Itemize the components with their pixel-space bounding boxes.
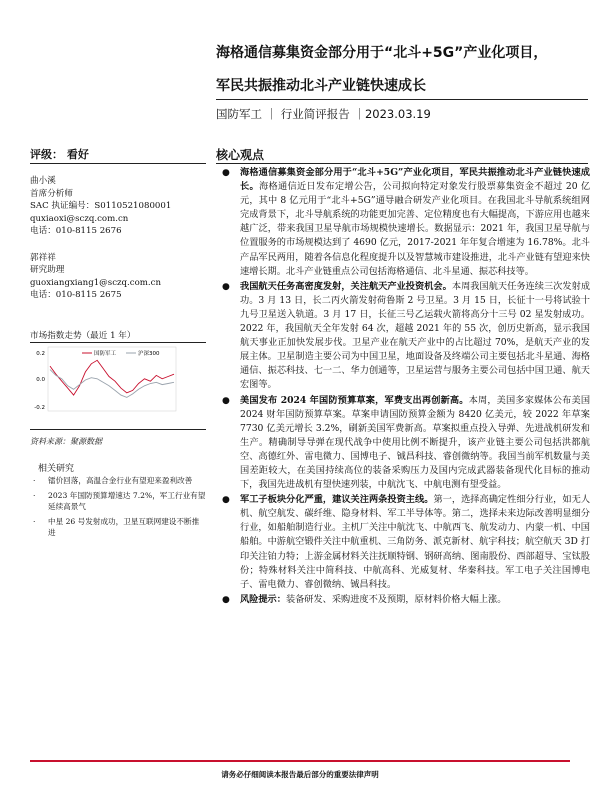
related-item[interactable]: · 2023 年国防预算增速达 7.2%，军工行业有望延续高景气 — [33, 491, 206, 511]
bullet-dot-icon: ● — [222, 281, 230, 292]
market-chart-title: 市场指数走势（最近 1 年） — [30, 331, 136, 341]
core-view-lead: 美国发布 2024 年国防预算草案，军费支出再创新高。 — [240, 394, 469, 406]
related-item[interactable]: · 镭价回落，高温合金行业有望迎来盈利改善 — [33, 476, 193, 485]
core-view-text: 本周我国航天任务连续三次发射成功。3 月 13 日，长二丙火箭发射荷鲁斯 2 号卫星。3 月 15 日，长征十一号将试验十九号卫星送入轨道。3 月 17 日，长征三号乙运载火箭将高分十三号 02 星发射成功。2022 年，我国航天全年发射 64 次，超越 2021 年的 55 次，创历史新高，显示我国航天事业正加快发展步伐。卫星产业在航天产业中的占比超过 70%，是航天产业的发展主体。卫星制造主要公司为中国卫星，地面设备及终端公司主要包括北斗星通、海格通信、振芯科技、七一二、华力创通等，卫星运营与服务主要公司包括中国卫通、航天宏图等。 — [240, 280, 591, 391]
core-view-lead: 海格通信募集资金部分用于“北斗+5G”产业化项目，军民共振推动北斗产业链快速成长。 — [240, 167, 590, 193]
core-view-lead: 风险提示： — [240, 593, 286, 605]
y-tick-label: 0.0 — [36, 377, 45, 383]
analyst-email[interactable]: guoxiangxiang1@sczq.com.cn — [30, 277, 161, 288]
core-view-item — [222, 280, 590, 393]
footer-divider — [30, 760, 570, 762]
analyst-email[interactable]: quxiaoxi@sczq.com.cn — [30, 213, 129, 224]
core-view-item — [222, 394, 590, 493]
core-views-heading: 核心观点 — [216, 148, 265, 162]
core-view-text: 本周，美国多家媒体公布美国 2024 财年国防预算草案。草案申请国防预算金额为 8420 亿美元，较 2022 年草案 7730 亿美元增长 3.2%，刷新美国军费新高。草案拟重点投入导弹、先进战机研发和生产。精确制导导弹在现代战争中使用比例不断提升，该产业链主要公司包括洪都航空、高德红外、雷电微力、国博电子、铖昌科技、睿创微纳等。我国当前军机数量与美国差距较大，在美国持续高位的装备采购压力及国内完成武器装备现代化目标的推动下，我国先进战机有望快速列装，中航沈飞、中航电测有望受益。 — [240, 394, 591, 491]
title-divider — [216, 99, 588, 100]
analyst-name: 曲小溪 — [30, 176, 56, 186]
report-title-line-2: 军民共振推动北斗产业链快速成长 — [216, 78, 426, 94]
bullet-dot-icon: ● — [222, 594, 230, 605]
report-subtitle: 国防军工 ｜ 行业简评报告 ｜2023.03.19 — [216, 107, 431, 121]
core-divider — [216, 163, 588, 164]
analyst-cert: SAC 执证编号：S0110521080001 — [30, 201, 172, 211]
rating-divider — [30, 163, 206, 164]
bullet-dot-icon: ● — [222, 495, 230, 506]
chart-bottom-divider — [30, 429, 206, 430]
core-view-item — [222, 166, 590, 279]
core-views-list — [222, 166, 590, 608]
core-view-lead: 军工子板块分化严重，建议关注两条投资主线。 — [240, 494, 434, 506]
core-view-lead: 我国航天任务高密度发射，关注航天产业投资机会。 — [240, 280, 452, 292]
bullet-dot-icon: · — [33, 517, 36, 526]
bullet-dot-icon: ● — [222, 168, 230, 178]
analyst-card — [30, 252, 210, 302]
bullet-dot-icon: · — [33, 491, 36, 500]
analyst-list — [30, 175, 210, 310]
legend-label: 国防军工 — [94, 351, 117, 357]
related-item[interactable]: · 中星 26 号发射成功，卫星互联网建设不断推进 — [33, 517, 200, 537]
related-research-heading: 相关研究 — [38, 464, 75, 474]
core-view-item — [222, 593, 590, 607]
analyst-title: 研究助理 — [30, 265, 65, 275]
y-tick-label: -0.2 — [34, 405, 45, 411]
y-tick-label: 0.2 — [36, 351, 45, 357]
analyst-title: 首席分析师 — [30, 188, 73, 199]
rating: 评级： 看好 — [30, 148, 89, 161]
market-index-chart — [30, 343, 180, 418]
footer-disclaimer: 请务必仔细阅读本报告最后部分的重要法律声明 — [221, 770, 379, 779]
series-line-defense — [50, 360, 174, 395]
analyst-card — [30, 175, 210, 238]
bullet-dot-icon: · — [33, 476, 36, 485]
analyst-name: 郭祥祥 — [30, 252, 56, 263]
core-view-text: 海格通信近日发布定增公告，公司拟向特定对象发行股票募集资金不超过 20 亿元，其中 8 亿元用于“北斗+5G”通导融合研发产业化项目。在我国北斗导航系统组网完成背景下，北斗导航系统的功能更加完善、定位精度也有大幅提高，下游应用也越来越广泛，带来我国卫星导航市场规模快速增长。数据显示：2021 年，我国卫星导航与位置服务的市场规模达到了 4690 亿元，2017-2021 年年复合增速为 16.78%。北斗产品军民两用，随着各信息化程度提升以及智慧城市建设推进，北斗产业链有望迎来快速增长期。北斗产业链重点公司包括海格通信、北斗星通、振芯科技等。 — [240, 181, 591, 277]
related-research-list — [30, 475, 206, 542]
core-view-text: 装备研发、采购进度不及预期，原材料价格大幅上涨。 — [285, 593, 507, 605]
report-title — [216, 37, 588, 103]
analyst-phone: 电话：010-8115 2675 — [30, 290, 122, 300]
core-view-text: 第一，选择高确定性细分行业，如无人机、航空航发、碳纤维、隐身材料、军工半导体等。第二，选择未来边际改善明显细分行业，如船舶制造行业。主机厂关注中航沈飞、中航西飞、航发动力、内蒙一机、中国船舶。中游航空锻件关注中航重机、三角防务、派克新材、航宇科技；航空航天 3D 打印关注铂力特；上游金属材料关注抚顺特钢、钢研高纳、图南股份、西部超导、宝钛股份；特殊材料关注中简科技、中航高科、光威复材、华秦科技。军工电子关注国博电子、雷电微力、睿创微纳、铖昌科技。 — [240, 494, 591, 590]
series-line-csi300 — [50, 370, 174, 398]
core-view-item — [222, 493, 590, 592]
legend-label: 沪深300 — [138, 351, 160, 357]
report-title-line-1: 海格通信募集资金部分用于“北斗+5G”产业化项目， — [216, 45, 548, 61]
chart-source: 资料来源：聚源数据 — [30, 437, 102, 446]
analyst-phone: 电话：010-8115 2676 — [30, 226, 122, 236]
bullet-dot-icon: ● — [222, 395, 230, 406]
